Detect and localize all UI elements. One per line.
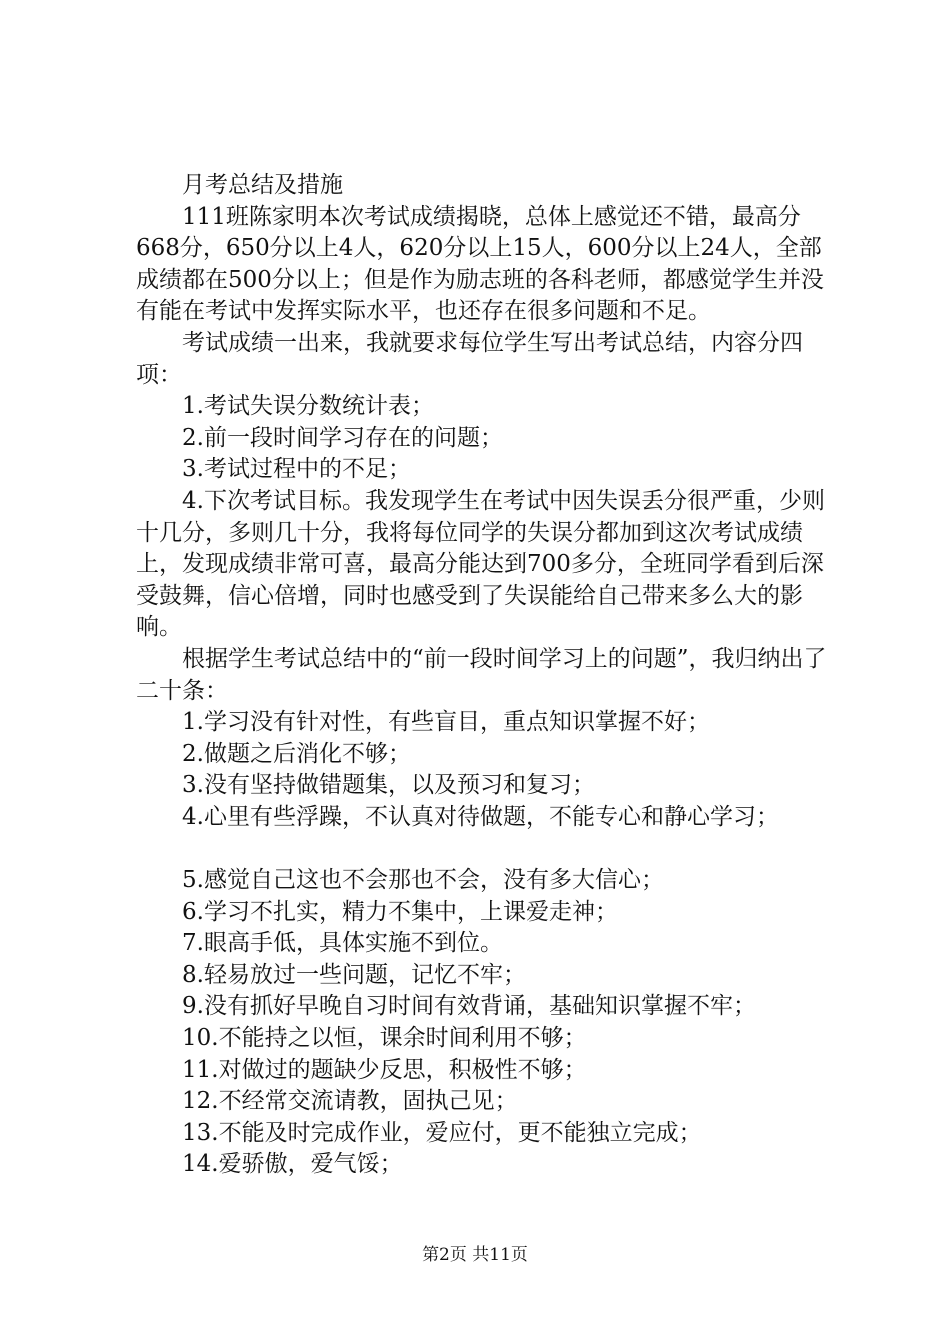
problem-item: 6.学习不扎实，精力不集中，上课爱走神； [182, 898, 618, 925]
problem-item: 13.不能及时完成作业，爱应付，更不能独立完成； [182, 1119, 702, 1146]
problem-item: 8.轻易放过一些问题，记忆不牢； [182, 961, 526, 988]
problem-item: 9.没有抓好早晚自习时间有效背诵，基础知识掌握不牢； [182, 993, 756, 1020]
summary-item: 2.前一段时间学习存在的问题； [182, 424, 503, 451]
problem-item: 10.不能持之以恒，课余时间利用不够； [182, 1025, 587, 1052]
page-number-label: 第2页 共11页 [422, 1245, 528, 1265]
blank-line [136, 833, 836, 865]
problem-item: 5.感觉自己这也不会那也不会，没有多大信心； [182, 867, 664, 894]
summary-item: 4.下次考试目标。我发现学生在考试中因失误丢分很严重，少则十几分，多则几十分，我将每位同学的失误分都加到这次考试成绩上，发现成绩非常可喜，最高分能达到700多分，全班同学看到后深受鼓舞，信心倍增，同时也感受到了失误能给自己带来多么大的影响。 [136, 487, 825, 641]
problem-item: 1.学习没有针对性，有些盲目，重点知识掌握不好； [182, 709, 710, 736]
problem-item: 11.对做过的题缺少反思，积极性不够； [182, 1056, 587, 1083]
problem-item: 7.眼高手低，具体实施不到位。 [182, 930, 503, 957]
summary-intro-paragraph: 考试成绩一出来，我就要求每位学生写出考试总结，内容分四项： [136, 329, 803, 388]
summary-item: 3.考试过程中的不足； [182, 456, 411, 483]
problem-item: 2.做题之后消化不够； [182, 740, 411, 767]
page-footer [0, 1244, 950, 1266]
problem-item: 4.心里有些浮躁，不认真对待做题，不能专心和静心学习； [182, 803, 779, 830]
intro-paragraph: 111班陈家明本次考试成绩揭晓，总体上感觉还不错，最高分668分，650分以上4人，620分以上15人，600分以上24人，全部成绩都在500分以上；但是作为励志班的各科老师，都感觉学生并没有能在考试中发挥实际水平，也还存在很多问题和不足。 [136, 203, 824, 325]
problem-item: 14.爱骄傲，爱气馁； [182, 1151, 403, 1178]
problem-item: 3.没有坚持做错题集，以及预习和复习； [182, 772, 595, 799]
document-title: 月考总结及措施 [182, 172, 343, 198]
summary-item: 1.考试失误分数统计表； [182, 393, 434, 420]
problem-item: 12.不经常交流请教，固执己见； [182, 1088, 518, 1115]
document-body [136, 170, 836, 1181]
problems-intro-paragraph: 根据学生考试总结中的“前一段时间学习上的问题”，我归纳出了二十条： [136, 645, 827, 704]
